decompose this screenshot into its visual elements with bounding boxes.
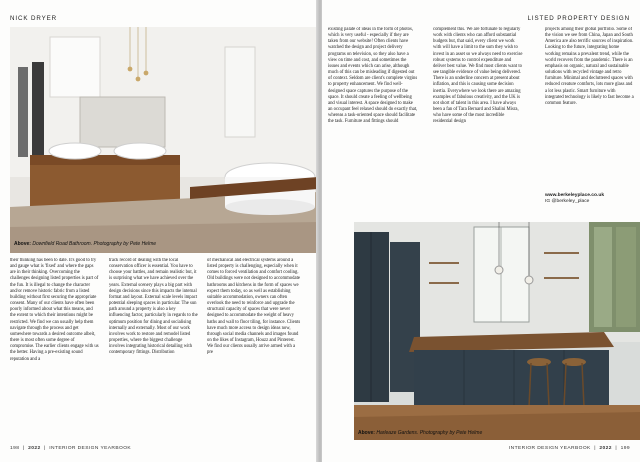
footer-year: 2022 [28,446,41,451]
contact-details [545,193,635,205]
page-number: 198 [10,446,20,451]
right-col-3 [545,27,635,191]
bathroom-caption [14,241,156,247]
article-text: projects among their global portfolio. Some of the vision we see from China, Japan and South America are also terrific sources of inspiration. Looking to the future, integrating home working remains a prevalent trend, while the world recovers from the pandemic. There is an emphasis on organic, natural and sustainable solutions with recycled vintage and retro furniture. Minimal and decluttered spaces with reduced creature comforts, lots more glass and a lot less plastic. Smart furniture with integrated technology is likely to fast become a common feature. [545,27,634,106]
article-text: complement this. We are fortunate to regularly work with clients who can afford substantial budgets but, that said, every client we work with will have a limit to the sum they wish to invest in an asset so we always need to exercise robust systems to control expenditure and deliver best value. We find most clients want to see tangible evidence of value being delivered. There is an underline concern at present about inflation, and this is causing some decision inertia. Everywhere we look there are amazing examples of fabulous creativity, and the UK is not short of talent in this area. I have always been a fan of Tara Bernard and Shalini Misra, who have some of the most incredible residential design [433,27,523,125]
left-col-3 [207,258,302,443]
article-text: their thinking has been to date. It's good to try and gauge what is 'fixed' and where the gaps are in their thinking. Overcoming the challenges designing listed properties is part of the fun. It is illegal to change the character and/or remove historic fabric from a listed building without first securing the appropriate consent. Many of our clients have often been poorly informed about what this means, and the extent to which their intentions might be restricted. We find we can usually help them navigate through the process and get somewhere towards a desired outcome albeit, there is most often some degree of compromise. The earlier clients engage with us the better. Having a pre-existing sound reputation and a [10,258,99,362]
left-footer: 198 | 2022 | INTERIOR DESIGN YEARBOOK [10,446,132,451]
caption-label: Above: [14,241,31,247]
publication-title: INTERIOR DESIGN YEARBOOK [508,446,591,451]
caption-text: Harleaze Gardens. Photography by Pete Helme [376,430,483,436]
kitchen-photo [354,222,640,440]
caption-label: Above: [358,430,375,436]
left-page [0,0,318,462]
right-col-1 [328,27,418,217]
article-text: of mechanical and electrical systems around a listed property is challenging, especially when it comes to forced ventilation and comfort cooling. Old buildings were not designed to accommodate bathrooms and kitchens in the form of spaces we expect them today, so as well as establishing suitable accommodation, owners can often overlook the need to reinforce and upgrade the structural capacity of spaces that were never designed to accommodate the weight of heavy baths and wall to floor tiling, for instance. Clients have much more access to design ideas now, through social media channels and images found on the likes of Instagram, Houzz and Pinterest. We find our clients usually arrive armed with a pre [207,258,301,356]
right-footer: INTERIOR DESIGN YEARBOOK | 2022 | 199 [508,446,630,451]
right-col-2 [433,27,523,217]
left-col-1 [10,258,99,443]
publication-title: INTERIOR DESIGN YEARBOOK [49,446,132,451]
article-text: track record of dealing with the local conservation officer is essential. You have to choose your battles, and remain realistic but, it is surprising what we have achieved over the years. External scenery plays a big part with design decisions since this impacts the internal format and layout. External scale levels impact potential sleeping spaces in particular. The sun path around a property is also a key influencing factor, particularly in regards to the optimum position for dining and socialising internally and externally. Most of our work involves work to restore and remodel listed properties, where the biggest challenge involves integrating historical detailing with contemporary fittings. Distribution [109,258,198,356]
right-page [322,0,640,462]
website-link[interactable]: www.berkeleyplace.co.uk [545,193,605,198]
kitchen-caption [358,430,482,436]
section-title: LISTED PROPERTY DESIGN [527,15,630,22]
left-col-2 [109,258,198,443]
caption-text: Downfield Road Bathroom. Photography by Pete Helme [32,241,157,247]
author-name: NICK DRYER [10,15,58,22]
instagram-handle: IG @berkeley_place [545,199,590,205]
footer-year: 2022 [599,446,612,451]
page-number: 199 [620,446,630,451]
bathroom-photo [10,27,318,253]
article-text: existing palate of ideas in the form of photos, which is very useful - especially if they are taken from our website! Often clients have watched the design and project delivery programs on television, so they also have a view on time and cost, and sometimes the issues and events which can arise, although much of this can be misleading if digested out of context. Seldom are client's complete virgins to property enhancement. We find well-designed space captures the purpose of the space. It should create a feeling of wellbeing and visual interest. A space designed to make an occupant feel relaxed should do exactly that, whereas a task-oriented space should facilitate the task. Furniture and fittings should [328,27,418,125]
